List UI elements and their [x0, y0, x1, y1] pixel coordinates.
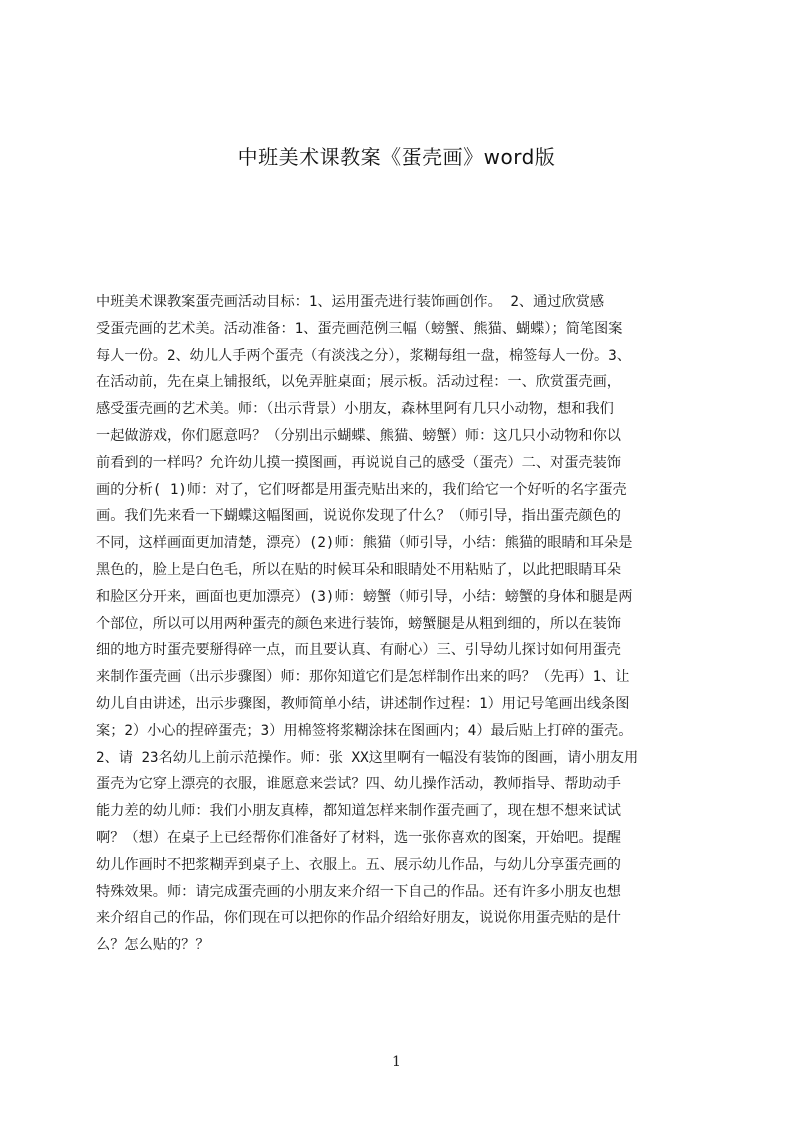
body-line: 前看到的一样吗？允许幼儿摸一摸图画，再说说自己的感受（蛋壳）二、对蛋壳装饰 — [96, 454, 621, 471]
body-line: 黑色的，脸上是白色毛，所以在贴的时候耳朵和眼睛处不用粘贴了，以此把眼睛耳朵 — [96, 561, 621, 578]
document-body — [96, 289, 698, 959]
page-number: 1 — [392, 1054, 401, 1070]
document-title: 中班美术课教案《蛋壳画》word版 — [237, 145, 556, 169]
body-line: 特殊效果。师：请完成蛋壳画的小朋友来介绍一下自己的作品。还有许多小朋友也想 — [96, 883, 621, 900]
body-line: 每人一份。2、幼儿人手两个蛋壳（有淡浅之分），浆糊每组一盘，棉签每人一份。3、 — [96, 347, 631, 364]
body-line: 来介绍自己的作品，你们现在可以把你的作品介绍给好朋友，说说你用蛋壳贴的是什 — [96, 910, 621, 927]
body-line: 在活动前，先在桌上铺报纸，以免弄脏桌面；展示板。活动过程：一、欣赏蛋壳画， — [96, 374, 621, 391]
body-line: 受蛋壳画的艺术美。活动准备：1、蛋壳画范例三幅（螃蟹、熊猫、蝴蝶）；简笔图案 — [96, 320, 623, 337]
body-line: 不同，这样画面更加清楚，漂亮）(2)师：熊猫（师引导，小结：熊猫的眼睛和耳朵是 — [96, 535, 633, 552]
body-line: 幼儿自由讲述，出示步骤图，教师简单小结，讲述制作过程：1）用记号笔画出线条图 — [96, 695, 630, 712]
body-line: 啊？（想）在桌子上已经帮你们准备好了材料，选一张你喜欢的图案，开始吧。提醒 — [96, 829, 621, 846]
body-line: 中班美术课教案蛋壳画活动目标：1、运用蛋壳进行装饰画创作。 2、通过欣赏感 — [96, 294, 605, 310]
body-line: 能力差的幼儿师：我们小朋友真棒，都知道怎样来制作蛋壳画了，现在想不想来试试 — [96, 803, 621, 820]
body-line: 画的分析( 1)师：对了，它们呀都是用蛋壳贴出来的，我们给它一个好听的名字蛋壳 — [96, 481, 627, 498]
body-line: 幼儿作画时不把浆糊弄到桌子上、衣服上。五、展示幼儿作品，与幼儿分享蛋壳画的 — [96, 856, 621, 873]
body-line: 蛋壳为它穿上漂亮的衣服，谁愿意来尝试？四、幼儿操作活动，教师指导、帮助动手 — [96, 776, 621, 793]
body-line: 2、请 23名幼儿上前示范操作。师：张 XX这里啊有一幅没有装饰的图画，请小朋友用 — [96, 749, 639, 766]
body-line: 画。我们先来看一下蝴蝶这幅图画，说说你发现了什么？（师引导，指出蛋壳颜色的 — [96, 508, 621, 525]
body-line: 么？怎么贴的？？ — [96, 937, 210, 954]
body-line: 案；2）小心的捏碎蛋壳；3）用棉签将浆糊涂抹在图画内；4）最后贴上打碎的蛋壳。 — [96, 722, 633, 739]
body-line: 细的地方时蛋壳要掰得碎一点，而且要认真、有耐心）三、引导幼儿探讨如何用蛋壳 — [96, 642, 621, 659]
body-line: 感受蛋壳画的艺术美。师：（出示背景）小朋友，森林里阿有几只小动物，想和我们 — [96, 401, 614, 418]
body-line: 个部位，所以可以用两种蛋壳的颜色来进行装饰，螃蟹腿是从粗到细的，所以在装饰 — [96, 615, 621, 632]
body-line: 和脸区分开来，画面也更加漂亮）(3)师：螃蟹（师引导，小结：螃蟹的身体和腿是两 — [96, 588, 633, 605]
body-line: 一起做游戏，你们愿意吗？（分别出示蝴蝶、熊猫、螃蟹）师：这几只小动物和你以 — [96, 427, 621, 444]
body-line: 来制作蛋壳画（出示步骤图）师：那你知道它们是怎样制作出来的吗？（先再）1、让 — [96, 669, 630, 686]
